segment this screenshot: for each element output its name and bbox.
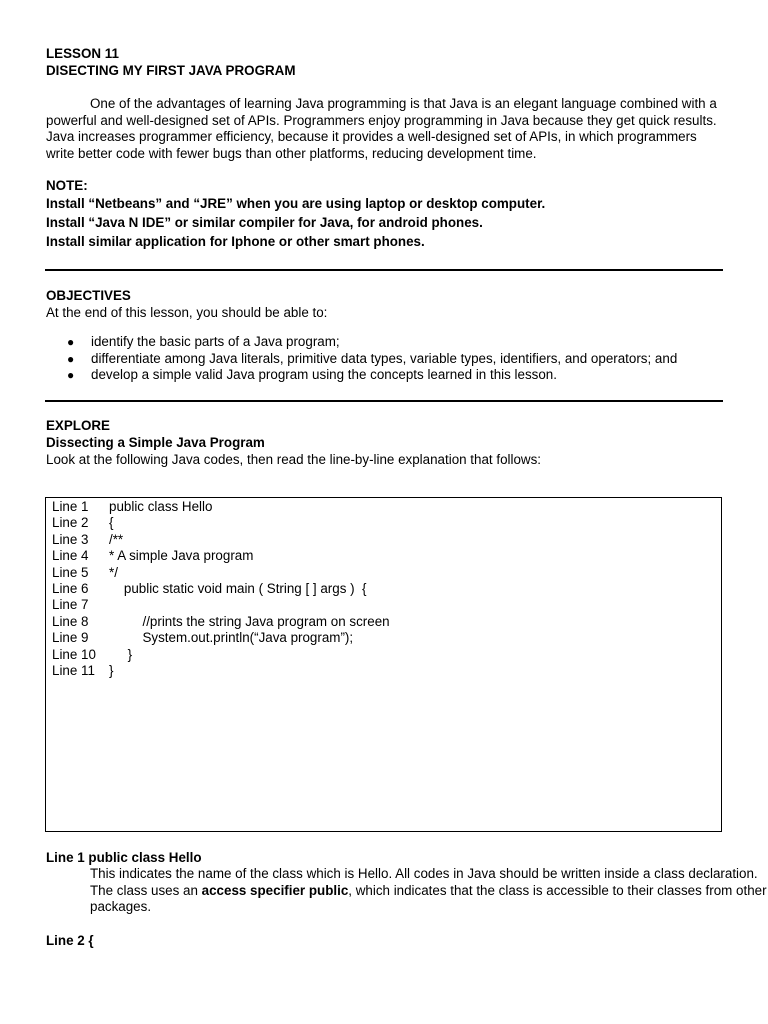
code-line: Line 4 * A simple Java program <box>52 548 254 564</box>
divider <box>45 269 723 271</box>
line1-heading: Line 1 public class Hello <box>46 850 202 865</box>
note-line-2: Install “Java N IDE” or similar compiler for Java, for android phones. <box>46 215 483 230</box>
bullet-icon: ● <box>67 368 75 382</box>
code-line: Line 5 */ <box>52 564 118 580</box>
explore-subheading: Dissecting a Simple Java Program <box>46 435 265 450</box>
code-line: Line 7 <box>52 597 89 613</box>
code-box <box>45 497 722 832</box>
explore-lead: Look at the following Java codes, then read the line-by-line explanation that follows: <box>46 452 542 467</box>
lesson-title: DISECTING MY FIRST JAVA PROGRAM <box>46 63 296 78</box>
code-line: Line 8 //prints the string Java program on screen <box>52 613 390 629</box>
line2-heading: Line 2 { <box>46 933 94 948</box>
code-line: Line 2 { <box>52 515 114 531</box>
explore-heading: EXPLORE <box>46 418 110 433</box>
objective-item: ● identify the basic parts of a Java program; <box>67 334 340 349</box>
code-line: Line 10 } <box>52 646 133 662</box>
lesson-number: LESSON 11 <box>46 46 119 61</box>
code-line: Line 3 /** <box>52 531 124 547</box>
objective-item: ● differentiate among Java literals, primitive data types, variable types, identifiers, and operators; and <box>67 350 678 366</box>
code-line: Line 9 System.out.println(“Java program”); <box>52 630 354 646</box>
objective-item: ● develop a simple valid Java program using the concepts learned in this lesson. <box>67 367 557 382</box>
bullet-icon: ● <box>67 335 75 349</box>
line1-explanation: This indicates the name of the class which is Hello. All codes in Java should be written inside a class declaration. The class uses an access specifier public, which indicates that the class is accessible to their classes from other packages. <box>90 866 767 914</box>
note-heading: NOTE: <box>46 178 88 193</box>
code-line: Line 6 public static void main ( String [ ] args ) { <box>52 581 367 596</box>
objectives-lead: At the end of this lesson, you should be able to: <box>46 305 328 320</box>
note-line-1: Install “Netbeans” and “JRE” when you are using laptop or desktop computer. <box>46 196 546 211</box>
intro-paragraph: One of the advantages of learning Java programming is that Java is an elegant language combined with a powerful and well-designed set of APIs. Programmers enjoy programming in Java because they get quick results. Java increases programmer efficiency, because it provides a well-designed set of APIs, in which programmers write better code with fewer bugs than other platforms, reducing development time. <box>46 96 717 161</box>
objectives-list <box>46 334 726 384</box>
objectives-heading: OBJECTIVES <box>46 288 131 303</box>
code-line: Line 1 public class Hello <box>52 499 213 514</box>
bullet-icon: ● <box>67 351 75 366</box>
code-line: Line 11 } <box>52 663 114 678</box>
divider <box>45 400 723 402</box>
note-line-3: Install similar application for Iphone or other smart phones. <box>46 234 425 249</box>
